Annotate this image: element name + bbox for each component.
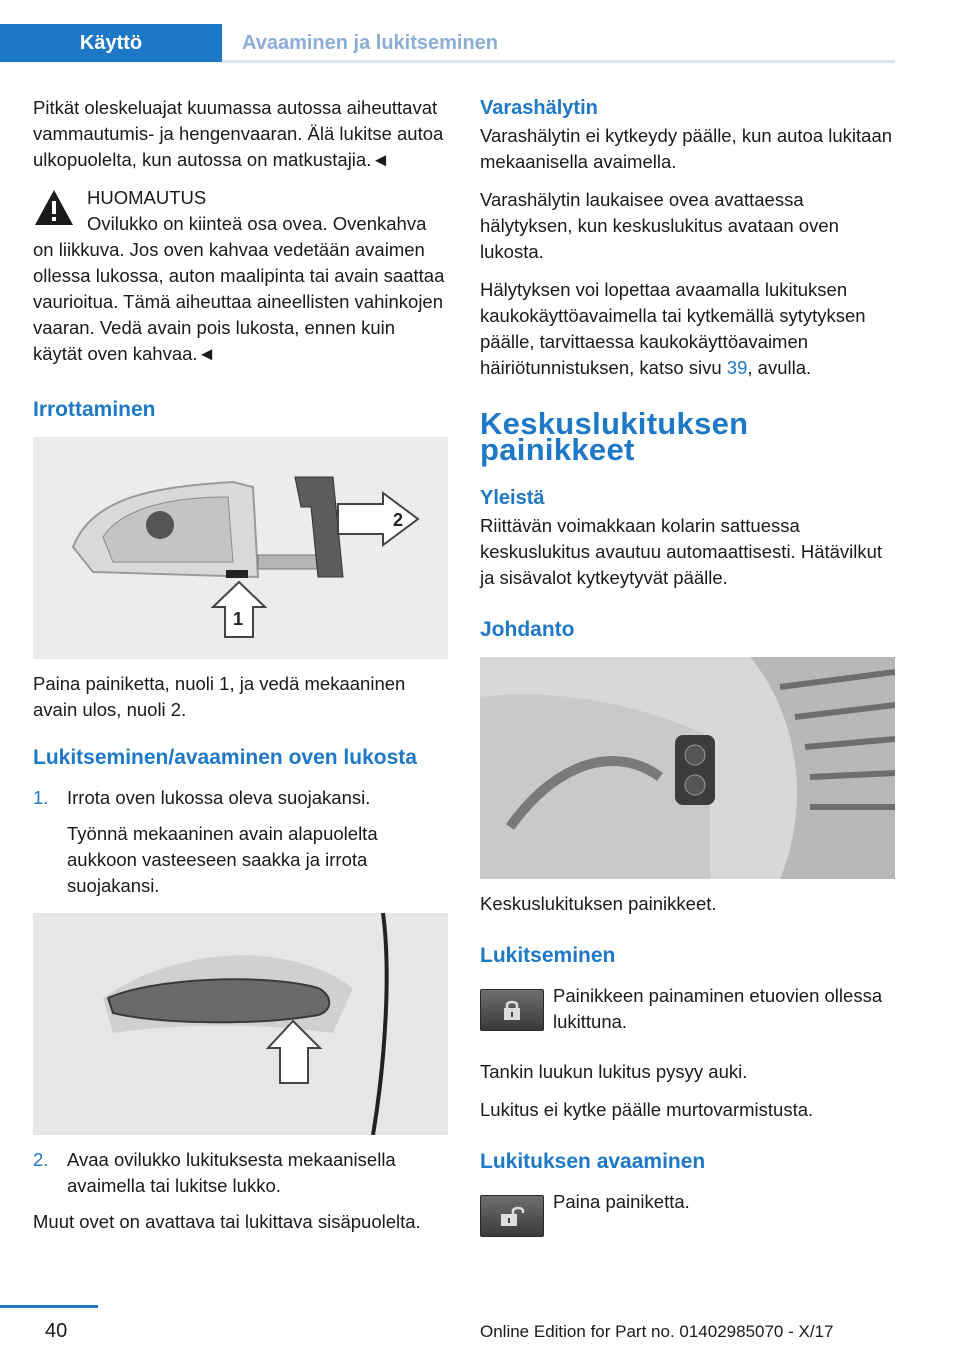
lock-closed-icon — [501, 998, 523, 1022]
step-text: Avaa ovilukko lukituksesta mekaanisella avaimella tai lukitse lukko. — [67, 1149, 396, 1196]
intro-paragraph: Pitkät oleskeluajat kuumassa autossa aiheuttavat vammautumis- ja hengenvaaran. Älä lukitse autoa ulkopuolelta, kun autossa on matkustajia.◄ — [33, 97, 444, 170]
outro-paragraph: Muut ovet on avattava tai lukittava sisäpuolelta. — [33, 1211, 421, 1232]
warning-title: HUOMAUTUS — [87, 187, 207, 208]
door-handle-illustration — [33, 913, 448, 1135]
unlock-button-image — [480, 1195, 544, 1237]
arrow-label-2: 2 — [393, 510, 404, 530]
footer-rule — [0, 1305, 98, 1308]
heading-door-lock: Lukitseminen/avaaminen oven lukosta — [33, 746, 417, 769]
page-number: 40 — [45, 1320, 68, 1342]
step-number: 2. — [33, 1149, 49, 1170]
warning-block — [33, 185, 448, 367]
heading-lock: Lukitseminen — [480, 944, 616, 967]
heading-central-lock-buttons: Keskuslukituksen painikkeet — [480, 406, 749, 467]
alarm-text-b: , avulla. — [747, 357, 812, 378]
arrow-label-1: 1 — [233, 609, 244, 629]
lock-note-1: Tankin luukun lukitus pysyy auki. — [480, 1061, 748, 1082]
warning-text-content: Ovilukko on kiinteä osa ovea. Ovenkahva on liikkuva. Jos oven kahvaa vedetään avaimen ollessa lukossa, auton maalipinta tai avain saattaa vaurioitua. Tämä aiheuttaa aineellisten vahinkojen vaaran. Vedä avain pois lukosta, ennen kuin käytät oven kahvaa.◄ — [33, 213, 445, 364]
key-illustration — [33, 437, 448, 659]
door-buttons-image — [480, 657, 895, 879]
lock-note-2: Lukitus ei kytke päälle murtovarmistusta. — [480, 1099, 814, 1120]
edition-text: Online Edition for Part no. 01402985070 - X/17 — [480, 1322, 834, 1341]
left-column — [33, 95, 448, 1247]
step-item — [33, 785, 448, 899]
lock-open-icon — [498, 1204, 526, 1228]
alarm-paragraph-1: Varashälytin ei kytkeydy päälle, kun autoa lukitaan mekaanisella avaimella. — [480, 125, 893, 172]
page-link[interactable]: 39 — [726, 357, 748, 378]
step-number: 1. — [33, 787, 49, 808]
alarm-paragraph-3 — [480, 277, 895, 381]
steps-list — [33, 785, 448, 899]
door-panel-illustration — [480, 657, 895, 879]
image-caption: Keskuslukituksen painikkeet. — [480, 893, 717, 914]
steps-list-2 — [33, 1147, 448, 1199]
remove-instructions: Paina painiketta, nuoli 1, ja vedä mekaaninen avain ulos, nuoli 2. — [33, 673, 406, 720]
step-text: Työnnä mekaaninen avain alapuolelta aukkoon vasteeseen saakka ja irrota suojakansi. — [67, 823, 378, 896]
heading-unlock: Lukituksen avaaminen — [480, 1150, 706, 1173]
page-header — [0, 0, 895, 62]
alarm-text-a: Hälytyksen voi lopettaa avaamalla lukituksen kaukokäyttöavaimella tai kytkemällä sytytyksen päälle, tarvittaessa kaukokäyttöavaimen häiriötunnistuksen, katso sivu — [480, 279, 866, 378]
header-rule — [222, 60, 895, 63]
warning-text — [33, 211, 448, 367]
door-handle-image — [33, 913, 448, 1135]
right-column — [480, 95, 895, 1265]
general-paragraph: Riittävän voimakkaan kolarin sattuessa keskuslukitus avautuu automaattisesti. Hätävilkut ja sisävalot kytkeytyvät päälle. — [480, 515, 883, 588]
section-tab: Käyttö — [0, 24, 222, 62]
heading-alarm: Varashälytin — [480, 97, 598, 119]
lock-text: Painikkeen painaminen etuovien ollessa lukittuna. — [553, 985, 883, 1032]
chapter-title: Avaaminen ja lukitseminen — [222, 24, 895, 62]
key-removal-image — [33, 437, 448, 659]
heading-general: Yleistä — [480, 487, 545, 509]
unlock-button-row — [480, 1189, 895, 1255]
alarm-paragraph-2: Varashälytin laukaisee ovea avattaessa hälytyksen, kun keskuslukitus avataan oven lukosta. — [480, 189, 839, 262]
unlock-text: Paina painiketta. — [553, 1191, 690, 1212]
heading-intro: Johdanto — [480, 618, 575, 641]
step-item — [33, 1147, 448, 1199]
warning-triangle-icon — [33, 187, 75, 229]
lock-button-row — [480, 983, 895, 1049]
step-text: Irrota oven lukossa oleva suojakansi. — [67, 787, 371, 808]
heading-remove: Irrottaminen — [33, 398, 156, 421]
lock-button-image — [480, 989, 544, 1031]
